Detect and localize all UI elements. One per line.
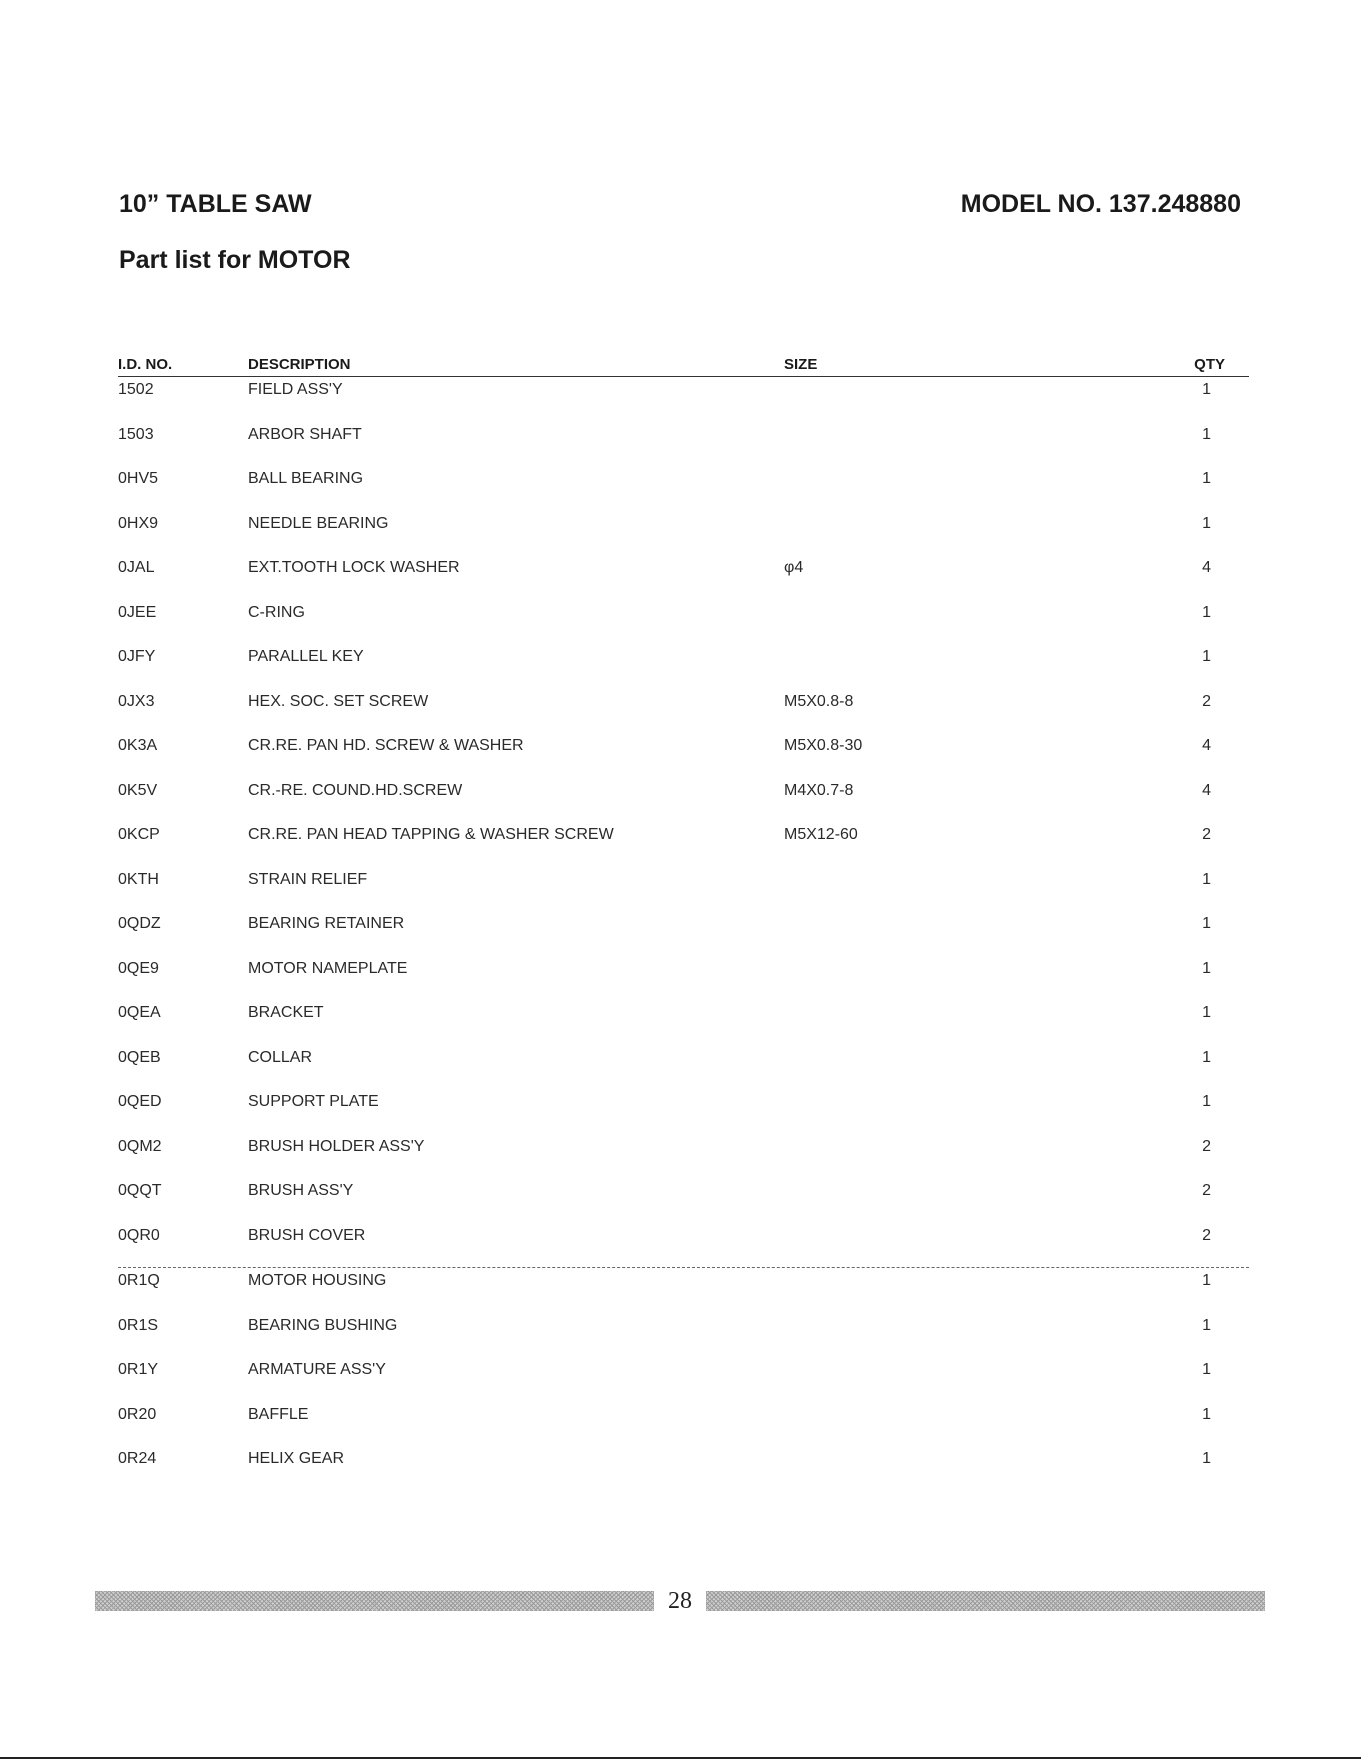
cell-id: 0QEA [118, 1004, 161, 1021]
cell-qty: 2 [1202, 1226, 1211, 1244]
cell-id: 0KTH [118, 870, 159, 888]
parts-table [118, 356, 1249, 1491]
table-row [118, 1045, 1249, 1090]
cell-id: 0JEE [118, 603, 157, 621]
table-row [118, 1134, 1249, 1179]
cell-qty: 2 [1202, 692, 1211, 710]
column-header-size: SIZE [784, 356, 818, 373]
cell-qty: 2 [1202, 1137, 1211, 1155]
table-header [118, 356, 1249, 377]
cell-description: COLLAR [248, 1048, 313, 1066]
table-row [118, 911, 1249, 956]
cell-id: 0QR0 [118, 1226, 160, 1244]
cell-size: M5X12-60 [784, 826, 858, 843]
cell-description: BEARING BUSHING [248, 1316, 398, 1334]
cell-qty: 1 [1202, 603, 1211, 621]
cell-qty: 1 [1202, 514, 1211, 532]
cell-id: 0HX9 [118, 514, 159, 532]
section-title: Part list for MOTOR [119, 246, 351, 274]
table-row [118, 689, 1249, 734]
footer-pattern-left [95, 1591, 654, 1611]
cell-id: 0QED [118, 1093, 162, 1110]
cell-qty: 2 [1202, 826, 1211, 843]
cell-qty: 1 [1202, 470, 1211, 487]
cell-description: CR.RE. PAN HD. SCREW & WASHER [248, 737, 524, 754]
cell-qty: 1 [1202, 1361, 1211, 1378]
cell-description: ARMATURE ASS'Y [248, 1361, 386, 1378]
table-row [118, 377, 1249, 422]
cell-id: 1502 [118, 381, 154, 398]
cell-description: CR.RE. PAN HEAD TAPPING & WASHER SCREW [248, 826, 614, 843]
cell-description: BALL BEARING [248, 470, 364, 487]
column-header-description: DESCRIPTION [248, 356, 351, 373]
cell-qty: 4 [1202, 781, 1211, 799]
cell-qty: 1 [1202, 425, 1211, 443]
cell-description: FIELD ASS'Y [248, 381, 343, 398]
cell-qty: 1 [1202, 381, 1211, 398]
cell-description: HELIX GEAR [248, 1450, 345, 1467]
cell-qty: 1 [1202, 1272, 1211, 1289]
column-header-qty: QTY [1194, 356, 1225, 373]
table-row [118, 466, 1249, 511]
cell-description: BAFFLE [248, 1405, 309, 1423]
cell-description: BRUSH COVER [248, 1226, 366, 1244]
table-row [118, 422, 1249, 467]
cell-qty: 4 [1202, 559, 1211, 576]
cell-id: 0QDZ [118, 915, 161, 932]
cell-qty: 4 [1202, 737, 1211, 754]
footer-pattern-right [706, 1591, 1265, 1611]
cell-id: 0K3A [118, 737, 158, 754]
table-row [118, 1313, 1249, 1358]
cell-id: 0JX3 [118, 692, 155, 710]
cell-id: 0QEB [118, 1048, 161, 1066]
cell-description: C-RING [248, 603, 305, 621]
cell-qty: 1 [1202, 1048, 1211, 1066]
cell-id: 0QM2 [118, 1137, 162, 1155]
cell-size: M5X0.8-30 [784, 737, 863, 754]
cell-size: M4X0.7-8 [784, 781, 854, 799]
cell-qty: 1 [1202, 1316, 1211, 1334]
cell-qty: 1 [1202, 915, 1211, 932]
cell-id: 0JFY [118, 648, 156, 665]
cell-description: BEARING RETAINER [248, 915, 405, 932]
table-row [118, 600, 1249, 645]
cell-description: NEEDLE BEARING [248, 514, 389, 532]
cell-description: PARALLEL KEY [248, 648, 364, 665]
cell-id: 1503 [118, 425, 154, 443]
table-row [118, 1446, 1249, 1491]
page-footer [95, 1587, 1265, 1615]
cell-id: 0R1Q [118, 1272, 160, 1289]
cell-id: 0R20 [118, 1405, 157, 1423]
cell-description: BRUSH ASS'Y [248, 1182, 354, 1199]
column-header-id: I.D. NO. [118, 356, 173, 373]
cell-description: MOTOR HOUSING [248, 1272, 387, 1289]
cell-description: SUPPORT PLATE [248, 1093, 379, 1110]
page-number: 28 [668, 1587, 692, 1614]
cell-qty: 1 [1202, 1405, 1211, 1423]
cell-id: 0KCP [118, 826, 160, 843]
table-row [118, 511, 1249, 556]
cell-description: ARBOR SHAFT [248, 425, 362, 443]
cell-size: M5X0.8-8 [784, 692, 854, 710]
table-row [118, 778, 1249, 823]
cell-qty: 1 [1202, 1004, 1211, 1021]
table-row [118, 1178, 1249, 1223]
table-body [118, 377, 1249, 1491]
cell-description: STRAIN RELIEF [248, 870, 368, 888]
cell-description: CR.-RE. COUND.HD.SCREW [248, 781, 463, 799]
cell-id: 0HV5 [118, 470, 159, 487]
cell-qty: 1 [1202, 1093, 1211, 1110]
cell-qty: 1 [1202, 959, 1211, 977]
cell-qty: 1 [1202, 1450, 1211, 1467]
table-row [118, 822, 1249, 867]
cell-id: 0K5V [118, 781, 158, 799]
cell-description: MOTOR NAMEPLATE [248, 959, 408, 977]
cell-id: 0JAL [118, 559, 155, 576]
table-row [118, 956, 1249, 1001]
table-row [118, 1267, 1249, 1313]
table-row [118, 644, 1249, 689]
table-row [118, 867, 1249, 912]
table-row [118, 1089, 1249, 1134]
cell-id: 0R24 [118, 1450, 157, 1467]
cell-id: 0R1Y [118, 1361, 159, 1378]
cell-id: 0QQT [118, 1182, 162, 1199]
cell-qty: 1 [1202, 870, 1211, 888]
cell-id: 0R1S [118, 1316, 159, 1334]
cell-description: BRUSH HOLDER ASS'Y [248, 1137, 425, 1155]
table-row [118, 1223, 1249, 1268]
table-row [118, 1402, 1249, 1447]
bottom-rule [0, 1757, 1361, 1759]
cell-qty: 2 [1202, 1182, 1211, 1199]
cell-description: HEX. SOC. SET SCREW [248, 692, 429, 710]
table-row [118, 1357, 1249, 1402]
cell-id: 0QE9 [118, 959, 159, 977]
table-row [118, 555, 1249, 600]
model-number: MODEL NO. 137.248880 [960, 190, 1241, 218]
document-title: 10” TABLE SAW [119, 190, 312, 218]
table-row [118, 1000, 1249, 1045]
cell-size: φ4 [784, 559, 804, 576]
table-row [118, 733, 1249, 778]
cell-description: BRACKET [248, 1004, 324, 1021]
cell-description: EXT.TOOTH LOCK WASHER [248, 559, 460, 576]
cell-qty: 1 [1202, 648, 1211, 665]
